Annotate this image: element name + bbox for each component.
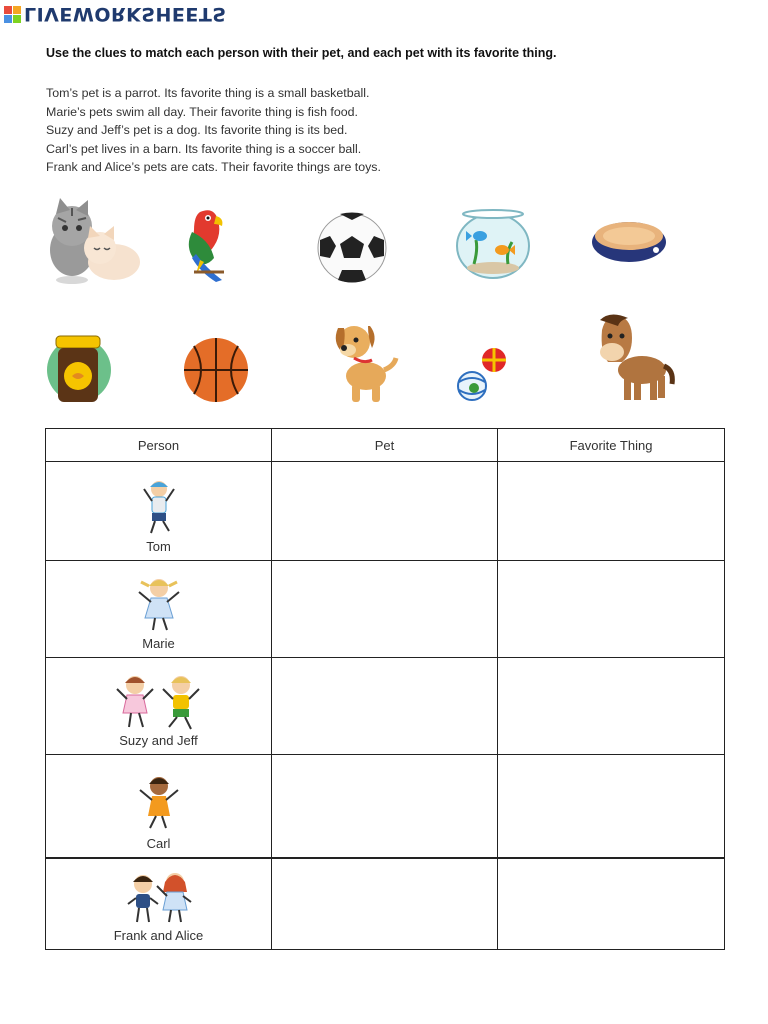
boy-tom-icon — [139, 477, 179, 537]
pet-answer-cell[interactable] — [272, 658, 498, 755]
thing-answer-cell[interactable] — [498, 755, 725, 858]
clue-list — [46, 84, 381, 177]
horse-image[interactable] — [592, 310, 676, 404]
person-name: Carl — [146, 835, 171, 851]
person-cell — [46, 858, 272, 950]
instructions: Use the clues to match each person with their pet, and each pet with its favorite thing. — [46, 46, 557, 60]
pet-answer-cell[interactable] — [272, 462, 498, 561]
clue: Suzy and Jeff’s pet is a dog. Its favorite thing is its bed. — [46, 123, 348, 137]
header-person: Person — [46, 429, 272, 462]
liveworksheets-logo — [4, 3, 227, 25]
table-row — [46, 561, 725, 658]
person-cell — [46, 561, 272, 658]
dog-image[interactable] — [326, 314, 402, 406]
header-favorite-thing: Favorite Thing — [498, 429, 725, 462]
clue: Tom’s pet is a parrot. Its favorite thing is a small basketball. — [46, 86, 370, 100]
basketball-image[interactable] — [182, 336, 250, 404]
cats-image[interactable] — [44, 198, 142, 286]
thing-answer-cell[interactable] — [498, 658, 725, 755]
person-name: Marie — [142, 636, 175, 651]
thing-answer-cell[interactable] — [498, 858, 725, 950]
person-cell — [46, 658, 272, 755]
suzy-and-jeff-icon — [109, 673, 209, 731]
table-row — [46, 658, 725, 755]
pet-answer-cell[interactable] — [272, 755, 498, 858]
table-header-row — [46, 429, 725, 462]
frank-and-alice-icon — [119, 870, 199, 926]
boy-carl-icon — [134, 774, 184, 834]
toy-balls-image[interactable] — [454, 344, 512, 404]
pet-bed-image[interactable] — [590, 212, 668, 266]
girl-marie-icon — [129, 576, 189, 634]
table-row — [46, 858, 725, 950]
fish-food-image[interactable] — [46, 330, 112, 406]
clue: Frank and Alice’s pets are cats. Their favorite things are toys. — [46, 160, 381, 174]
clue: Marie’s pets swim all day. Their favorite thing is fish food. — [46, 104, 358, 119]
clue: Carl’s pet lives in a barn. Its favorite thing is a soccer ball. — [46, 141, 362, 156]
fishbowl-image[interactable] — [454, 206, 532, 280]
table-row — [46, 755, 725, 858]
parrot-image[interactable] — [178, 202, 242, 286]
person-name: Suzy and Jeff — [119, 733, 198, 748]
person-cell — [46, 755, 272, 858]
table-row — [46, 462, 725, 561]
logo-blocks-icon — [4, 6, 21, 23]
pet-answer-cell[interactable] — [272, 561, 498, 658]
thing-answer-cell[interactable] — [498, 462, 725, 561]
person-name: Tom — [146, 539, 171, 554]
person-cell — [46, 462, 272, 561]
pet-answer-cell[interactable] — [272, 858, 498, 950]
header-pet: Pet — [272, 429, 498, 462]
person-name: Frank and Alice — [113, 928, 204, 943]
thing-answer-cell[interactable] — [498, 561, 725, 658]
logo-text: LIVEWORKSHEETS — [24, 3, 227, 25]
soccer-ball-image[interactable] — [316, 212, 388, 284]
matching-table — [45, 428, 725, 950]
